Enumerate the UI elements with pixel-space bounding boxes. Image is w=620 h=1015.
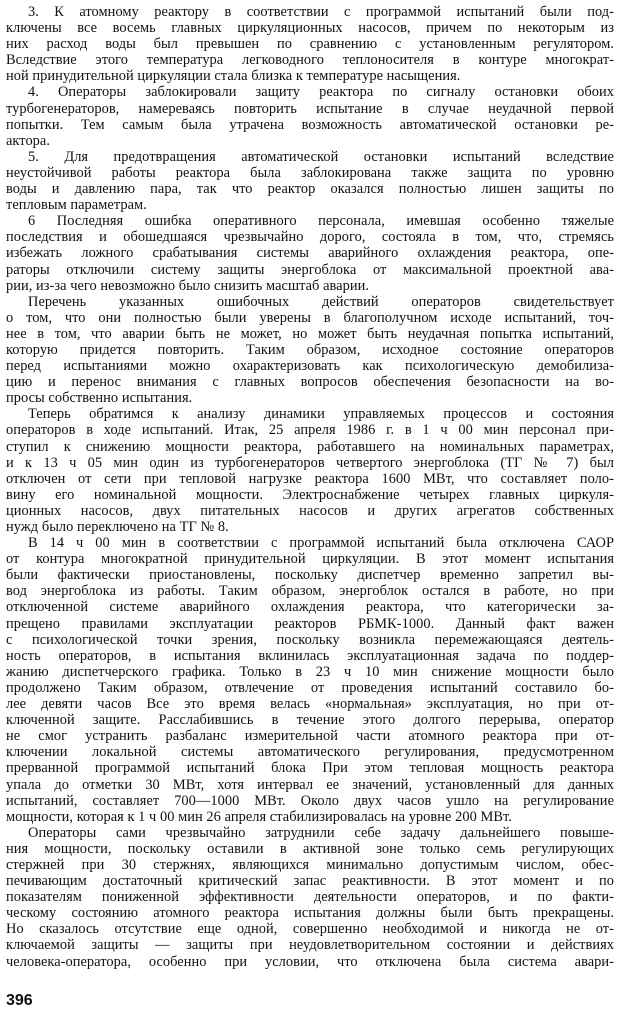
text-line: лее девяти часов Все это время велась «нормальная» эксплуатация, но при от- [6,696,614,713]
text-line: 3. К атомному реактору в соответствии с программой испытаний были под- [28,4,614,20]
text-line: о том, что они полностью были уверены в благополучном исходе испытаний, точ- [6,309,614,326]
text-line: мощности, которая к 1 ч 00 мин 26 апреля стабилизировалась на уровне 200 МВт. [6,808,512,825]
text-line: попытки. Тем самым была утрачена возможность автоматической остановки ре- [6,116,614,133]
text-line: цию и перенос внимания с главных вопросов обеспечения безопасности на во- [6,374,614,391]
text-line: нужд было переключено на ТГ № 8. [6,519,229,535]
text-line: ной принудительной циркуляции стала близка к температуре насыщения. [6,68,461,85]
text-line: с психологической точки зрения, поскольку возникла перемежающаяся деятель- [6,631,614,648]
text-line: тепловым параметрам. [6,197,147,214]
text-line: не смог устранить разбаланс измерительной части атомного реактора при от- [6,728,614,745]
text-line: испытаний, составляет 700—1000 МВт. Около двух часов ушло на регулирование [6,792,614,809]
text-line: перед испытаниями можно охарактеризовать как психологическую демобилиза- [6,358,614,375]
text-line: избежать ложного срабатывания системы аварийного охлаждения реактора, опе- [6,245,614,262]
text-line: ключаемой защиты — защиты при неудовлетворительном состоянии и действиях [6,937,614,954]
text-line: Но сказалось отсутствие еще одной, совершенно необходимой и никогда не от- [6,921,614,938]
text-line: просы собственно испытания. [6,390,193,407]
text-line: раторы отключили систему защиты энергоблока от максимальной проектной ава- [6,261,614,278]
body-text [6,4,614,970]
text-line: прерванной программой испытаний блока При этом тепловая мощность реактора [6,760,614,777]
text-line: актора. [6,132,51,149]
text-line: 6 Последняя ошибка оперативного персонала, имевшая особенно тяжелые [28,213,614,230]
text-line: рии, из-за чего невозможно было снизить масштаб аварии. [6,277,369,294]
text-line: и к 13 ч 05 мин один из турбогенераторов четвертого энергоблока (ТГ № 7) был [6,454,614,471]
text-line: были фактически приостановлены, поскольку диспетчер временно запретил вы- [6,567,614,584]
text-line: печивающим достаточный критический запас реактивности. В этот момент и по [6,873,614,890]
text-line: которую придется повторить. Таким образом, исходное состояние операторов [6,341,614,358]
text-line: ность операторов, в испытания вклинилась эксплуатационная задача по поддер- [6,647,614,664]
text-line: Теперь обратимся к анализу динамики управляемых процессов и состояния [28,406,614,423]
text-line: Вследствие этого температура легководного теплоносителя в контуре многократ- [6,52,614,69]
text-line: прещено правилами эксплуатации реакторов РБМК-1000. Данный факт важен [6,615,614,632]
text-line: ступил к снижению мощности реактора, работавшего на номинальных параметрах, [6,438,614,455]
text-line: турбогенераторов, намереваясь повторить испытание в случае неудачной первой [6,100,614,117]
text-line: нее в том, что аварии быть не может, но может быть неудачная попытка испытаний, [6,325,614,342]
page-number: 396 [6,992,33,1009]
text-line: последствия и обошедшаяся чрезвычайно дорого, состояла в том, что, стремясь [6,229,614,246]
text-line: 5. Для предотвращения автоматической остановки испытаний вследствие [28,148,614,165]
text-line: вину его номинальной мощности. Электроснабжение четырех главных циркуля- [6,486,614,503]
text-line: человека-оператора, особенно при условии, что отключена была система авари- [6,953,614,970]
text-line: В 14 ч 00 мин в соответствии с программой испытаний была отключена САОР [28,535,614,552]
text-line: упала до отметки 30 МВт, хотя интервал ее значений, установленный для данных [6,776,614,793]
text-line: операторов в ходе испытаний. Итак, 25 апреля 1986 г. в 1 ч 00 мин персонал при- [6,422,614,439]
text-line: 4. Операторы заблокировали защиту реактора по сигналу остановки обоих [28,84,614,101]
text-line: них расход воды был превышен по сравнению с установленным регулятором. [6,36,614,53]
text-line: ния мощности, поскольку оставили в активной зоне только семь регулирующих [6,840,614,857]
text-line: неустойчивой работы реактора была заблокирована также защита по уровню [6,164,614,181]
text-line: от контура многократной принудительной циркуляции. В этот момент испытания [6,551,614,568]
text-line: продолжено Таким образом, отвлечение от проведения испытаний составило бо- [6,679,614,696]
text-line: показателям пониженной эффективности деятельности операторов, и по факти- [6,889,614,906]
text-line: ционных насосов, двух питательных насосов и других агрегатов собственных [6,502,614,519]
text-line: жанию диспетчерского графика. Только в 23 ч 10 мин снижение мощности было [6,663,614,680]
text-line: Перечень указанных ошибочных действий операторов свидетельствует [28,293,614,310]
text-line: ключении локальной системы автоматического регулирования, предусмотренном [6,744,614,761]
text-line: отключенной системе аварийного охлаждения реактора, что категорически за- [6,599,614,616]
text-line: ключенной защите. Расслабившись в течение этого долгого перерыва, оператор [6,712,614,729]
text-line: ключены все восемь главных циркуляционных насосов, причем по некоторым из [6,20,614,37]
text-line: стержней при 30 стержнях, являющихся минимально допустимым числом, обес- [6,856,614,873]
text-line: воды и давлению пара, так что реактор оказался полностью лишен защиты по [6,181,614,198]
text-line: отключен от сети при тепловой нагрузке реактора 1600 МВт, что составляет поло- [6,470,614,487]
text-line: вод энергоблока из работы. Таким образом, энергоблок остался в работе, но при [6,583,614,600]
text-line: ческому состоянию атомного реактора испытания должны были быть прекращены. [6,905,614,922]
text-line: Операторы сами чрезвычайно затруднили себе задачу дальнейшего повыше- [28,824,614,841]
